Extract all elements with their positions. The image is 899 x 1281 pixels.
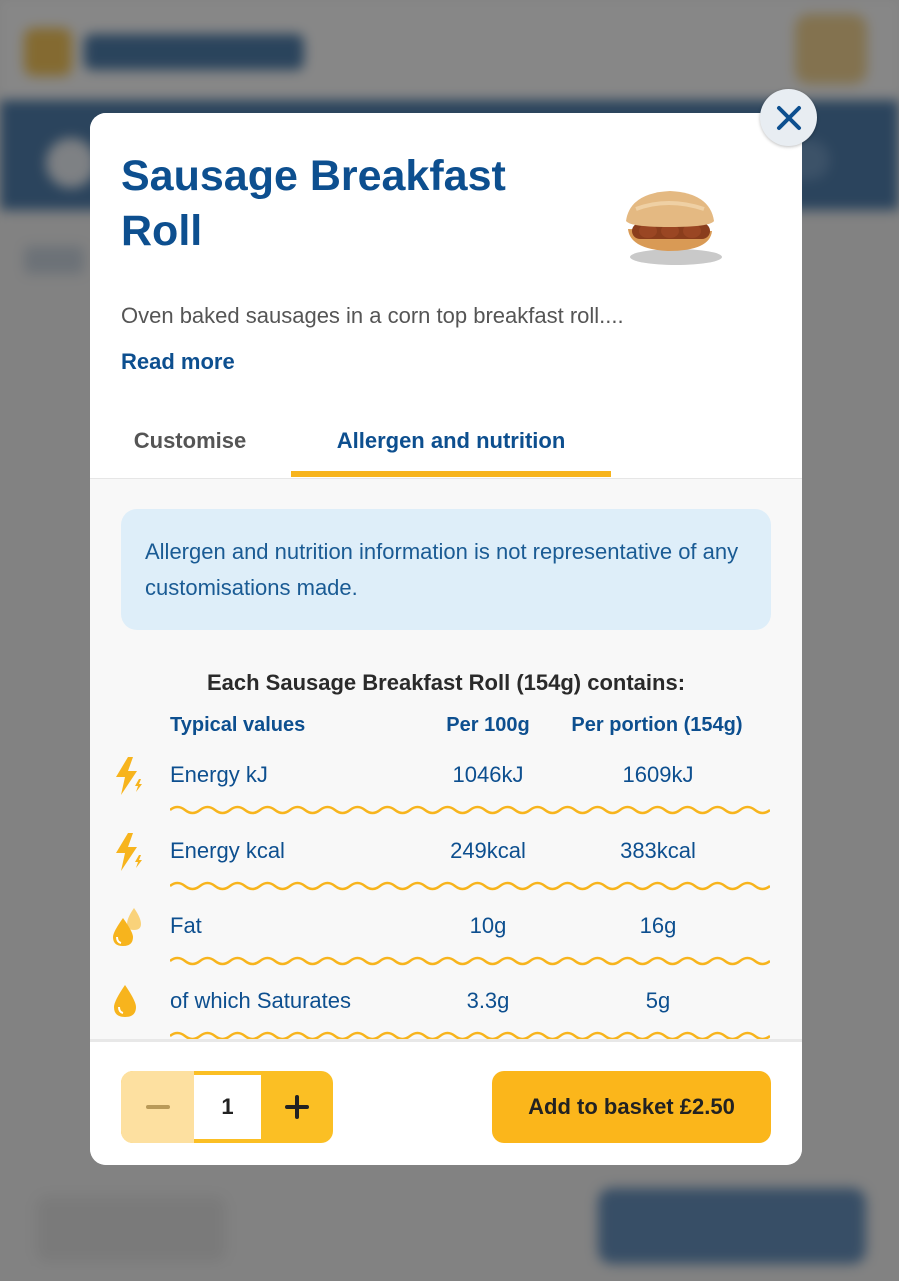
add-to-basket-button[interactable]: Add to basket £2.50 (492, 1071, 771, 1143)
read-more-link[interactable]: Read more (121, 349, 235, 374)
nutrient-label: of which Saturates (170, 988, 351, 1013)
product-title: Sausage Breakfast Roll (121, 152, 506, 255)
nutrient-per-100g: 3.3g (466, 988, 510, 1013)
energy-icon (110, 831, 144, 873)
product-description: Oven baked sausages in a corn top breakfast roll.... (121, 303, 624, 328)
plus-icon (284, 1094, 310, 1120)
tab-bar (90, 403, 802, 479)
tab-allergen-and-nutrition[interactable]: Allergen and nutrition (336, 427, 566, 453)
column-header-per-portion: Per portion (154g) (571, 714, 743, 736)
minus-icon (145, 1094, 171, 1120)
row-divider-wave (170, 803, 770, 817)
nutrient-per-100g: 249kcal (450, 838, 526, 863)
notice-text: Allergen and nutrition information is not representative of any customisations made. (145, 539, 739, 600)
nutrient-per-100g: 1046kJ (452, 762, 524, 787)
nutrient-per-portion: 383kcal (620, 838, 696, 863)
product-modal (90, 113, 802, 1165)
increase-quantity-button[interactable] (261, 1071, 333, 1143)
modal-header (90, 113, 802, 478)
nutrient-per-100g: 10g (469, 913, 507, 938)
decrease-quantity-button[interactable] (121, 1071, 194, 1143)
customisation-notice (121, 509, 771, 630)
close-modal-button[interactable] (760, 89, 817, 146)
column-header-per-100g: Per 100g (446, 714, 530, 736)
nutrient-label: Fat (170, 913, 202, 938)
nutrient-label: Energy kcal (170, 838, 285, 863)
nutrient-per-portion: 16g (639, 913, 677, 938)
sausage-roll-image (618, 185, 724, 269)
quantity-value[interactable]: 1 (194, 1075, 261, 1139)
energy-icon (110, 755, 144, 797)
nutrient-per-portion: 5g (645, 988, 671, 1013)
saturates-drop-icon (110, 981, 144, 1023)
row-divider-wave (170, 879, 770, 893)
fat-drop-icon (110, 906, 144, 948)
quantity-stepper (121, 1071, 333, 1143)
nutrition-heading: Each Sausage Breakfast Roll (154g) contains: (206, 670, 686, 695)
active-tab-indicator (291, 471, 611, 477)
nutrient-label: Energy kJ (170, 762, 268, 787)
modal-footer (90, 1039, 802, 1165)
close-icon (776, 105, 802, 131)
tab-customise[interactable]: Customise (133, 427, 247, 453)
row-divider-wave (170, 954, 770, 968)
column-header-typical-values: Typical values (170, 714, 306, 736)
nutrient-per-portion: 1609kJ (622, 762, 694, 787)
